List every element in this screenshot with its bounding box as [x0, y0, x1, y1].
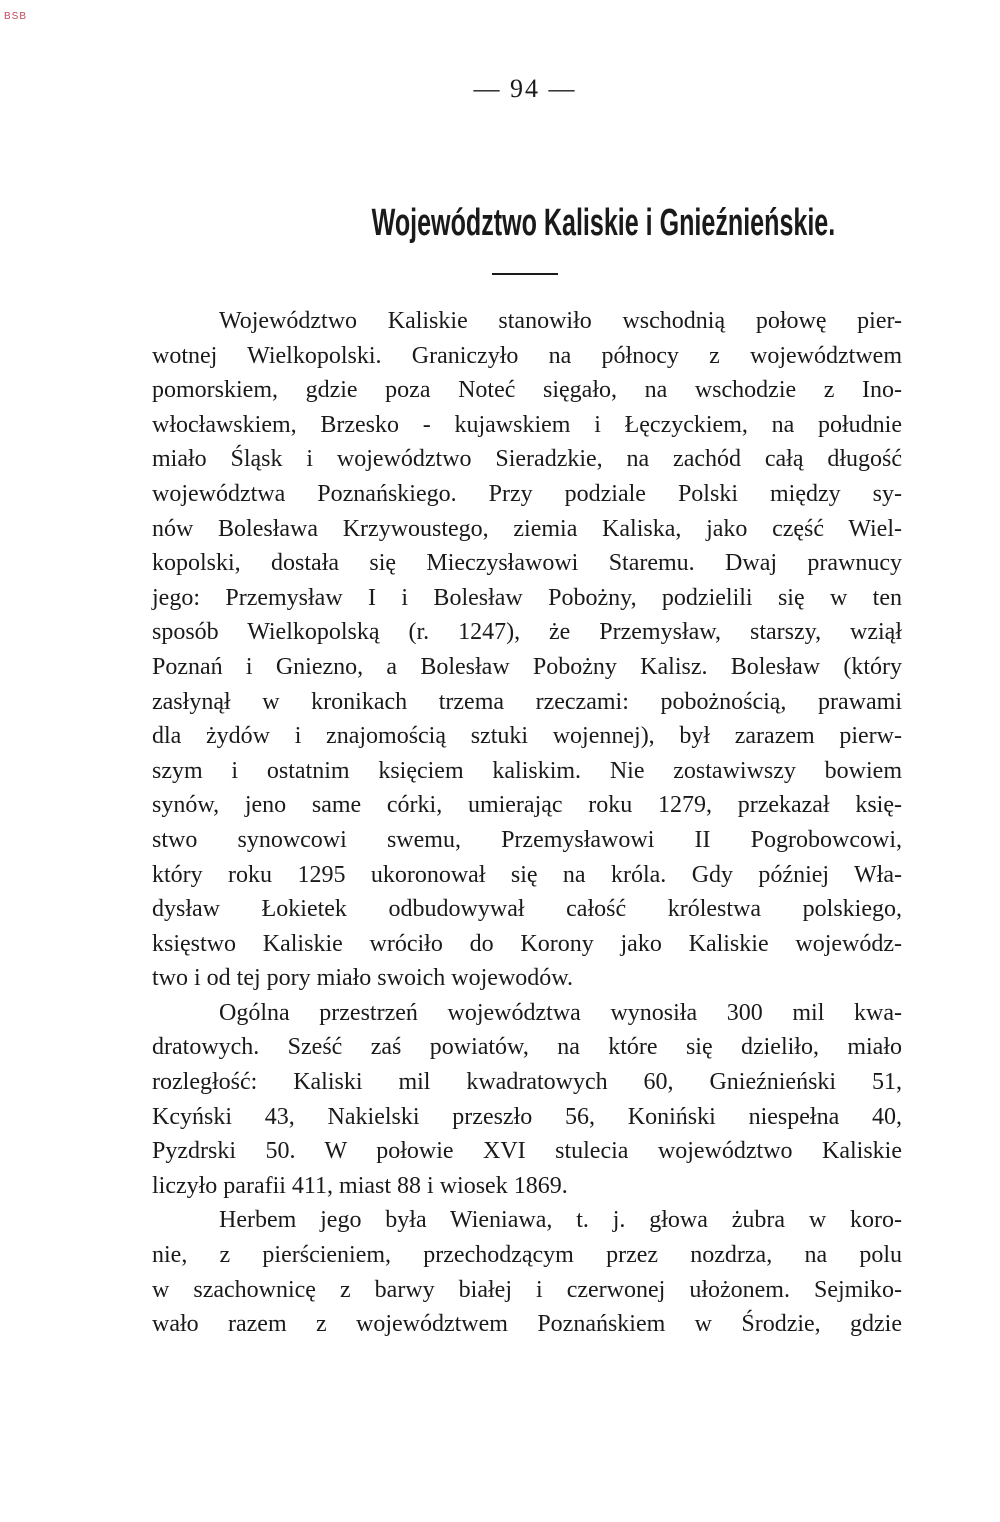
text-line: Kcyński 43, Nakielski przeszło 56, Koniński niespełna 40, [152, 1103, 902, 1130]
page-number: — 94 — [473, 74, 577, 103]
text-line: dla żydów i znajomością sztuki wojennej), był zarazem pierw- [152, 723, 902, 750]
text-line: rozległość: Kaliski mil kwadratowych 60, Gnieźnieński 51, [152, 1069, 902, 1096]
text-line: księstwo Kaliskie wróciło do Korony jako Kaliskie wojewódz- [152, 930, 902, 957]
text-line: Herbem jego była Wieniawa, t. j. głowa żubra w koro- [219, 1207, 902, 1234]
text-line: two i od tej pory miało swoich wojewodów. [152, 965, 574, 992]
text-line: dratowych. Sześć zaś powiatów, na które się dzieliło, miało [152, 1034, 902, 1061]
text-line: sposób Wielkopolską (r. 1247), że Przemysław, starszy, wziął [152, 619, 902, 646]
text-line: który roku 1295 ukoronował się na króla. Gdy później Wła- [152, 861, 902, 888]
text-line: pomorskiem, gdzie poza Noteć sięgało, na wschodzie z Ino- [152, 377, 902, 404]
text-line: województwa Poznańskiego. Przy podziale Polski między sy- [152, 480, 902, 507]
text-line: Poznań i Gniezno, a Bolesław Pobożny Kalisz. Bolesław (który [152, 653, 902, 680]
text-line: stwo synowcowi swemu, Przemysławowi II Pogrobowcowi, [152, 826, 902, 853]
text-line: nie, z pierścieniem, przechodzącym przez nozdrza, na polu [152, 1242, 902, 1269]
text-line: kopolski, dostała się Mieczysławowi Staremu. Dwaj prawnucy [152, 550, 902, 577]
body-text [152, 304, 902, 1342]
text-line: synów, jeno same córki, umierając roku 1279, przekazał księ- [152, 792, 902, 819]
text-line: miało Śląsk i województwo Sieradzkie, na zachód całą długość [152, 446, 902, 473]
text-line: jego: Przemysław I i Bolesław Pobożny, podzielili się w ten [152, 584, 902, 611]
text-line: wało razem z województwem Poznańskiem w Środzie, gdzie [152, 1311, 902, 1338]
text-line: liczyło parafii 411, miast 88 i wiosek 1869. [152, 1172, 568, 1199]
text-line: włocławskiem, Brzesko - kujawskiem i Łęczyckiem, na południe [152, 411, 902, 438]
text-line: zasłynął w kronikach trzema rzeczami: pobożnością, prawami [152, 688, 902, 715]
text-line: Województwo Kaliskie stanowiło wschodnią połowę pier- [219, 308, 902, 334]
chapter-title: Województwo Kaliskie i Gnieźnieńskie. [371, 202, 836, 244]
text-line: w szachownicę z barwy białej i czerwonej ułożonem. Sejmiko- [152, 1276, 902, 1303]
title-rule [492, 273, 558, 275]
text-line: dysław Łokietek odbudowywał całość królestwa polskiego, [152, 896, 902, 923]
text-line: nów Bolesława Krzywoustego, ziemia Kaliska, jako część Wiel- [152, 515, 902, 542]
library-watermark: BSB [4, 11, 28, 22]
text-line: wotnej Wielkopolski. Graniczyło na północy z województwem [152, 342, 902, 369]
text-line: szym i ostatnim księciem kaliskim. Nie zostawiwszy bowiem [152, 757, 902, 784]
text-line: Pyzdrski 50. W połowie XVI stulecia województwo Kaliskie [152, 1138, 902, 1165]
text-line: Ogólna przestrzeń województwa wynosiła 300 mil kwa- [219, 999, 902, 1026]
